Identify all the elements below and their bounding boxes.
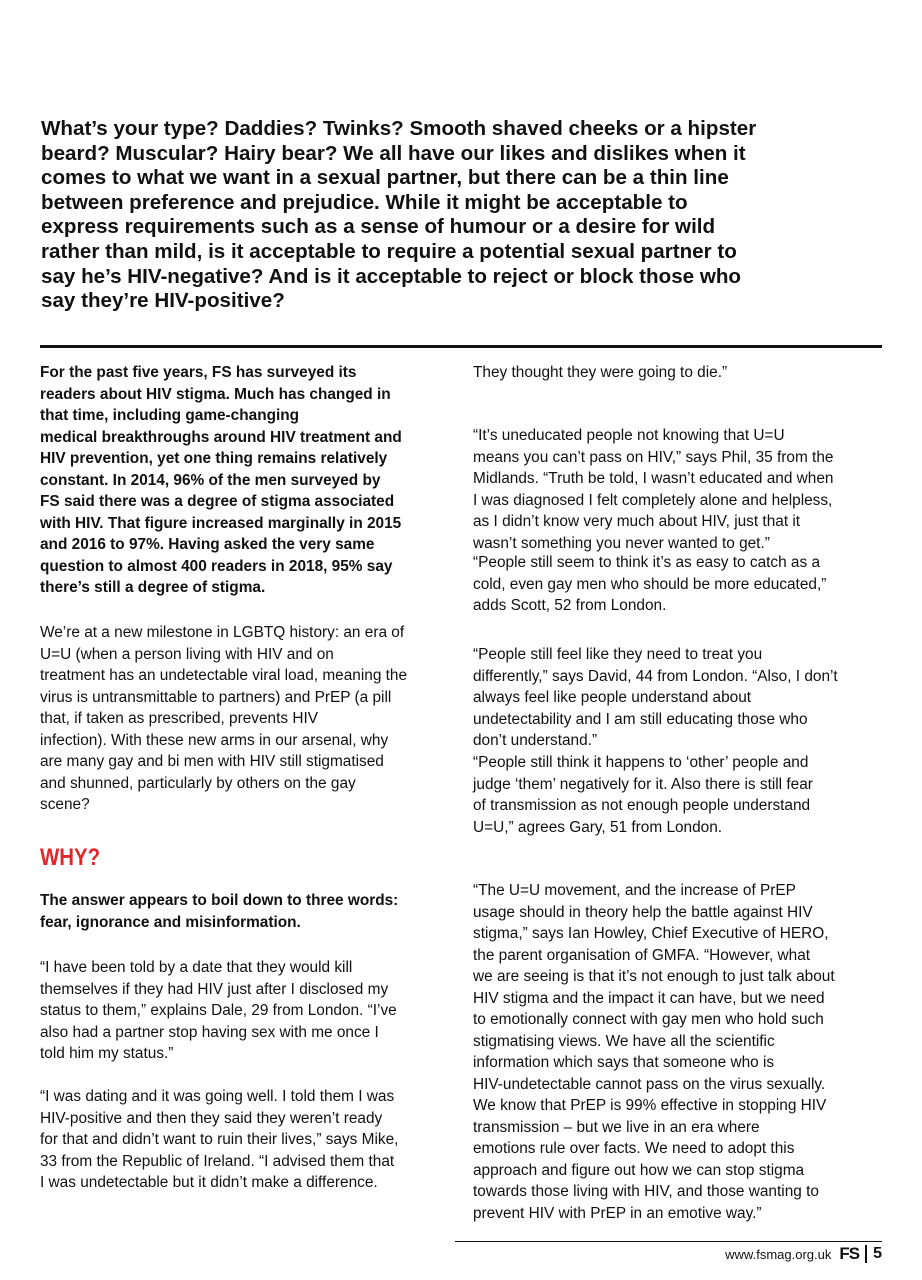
headline-line: beard? Muscular? Hairy bear? We all have our likes and dislikes when it bbox=[41, 141, 746, 165]
text-line: medical breakthroughs around HIV treatment and bbox=[40, 428, 402, 446]
text-line: stigmatising views. We have all the scientific bbox=[473, 1032, 775, 1050]
paragraph bbox=[473, 752, 813, 838]
paragraph bbox=[473, 552, 826, 617]
website-link[interactable]: www.fsmag.org.uk bbox=[725, 1246, 832, 1262]
text-line: undetectability and I am still educating those who bbox=[473, 710, 808, 728]
text-line: “I have been told by a date that they would kill bbox=[40, 959, 353, 976]
headline-line: say he’s HIV-negative? And is it acceptable to reject or block those who bbox=[41, 264, 741, 288]
text-line: transmission – but we live in an era where bbox=[473, 1118, 760, 1136]
paragraph bbox=[40, 362, 402, 599]
headline-line: say they’re HIV-positive? bbox=[41, 289, 285, 313]
fs-logo: FS bbox=[839, 1245, 867, 1263]
text-line: We know that PrEP is 99% effective in stopping HIV bbox=[473, 1097, 827, 1114]
text-line: infection). With these new arms in our arsenal, why bbox=[40, 731, 389, 749]
text-line: HIV-positive and then they said they weren’t ready bbox=[40, 1109, 383, 1127]
divider bbox=[40, 345, 882, 348]
text-line: “It’s uneducated people not knowing that U=U bbox=[473, 427, 785, 444]
text-line: readers about HIV stigma. Much has changed in bbox=[40, 385, 391, 403]
paragraph bbox=[473, 644, 838, 752]
text-line: treatment has an undetectable viral load, meaning the bbox=[40, 667, 408, 684]
text-line: status to them,” explains Dale, 29 from London. “I’ve bbox=[40, 1002, 397, 1019]
text-line: prevent HIV with PrEP in an emotive way.” bbox=[473, 1204, 762, 1222]
text-line: 33 from the Republic of Ireland. “I advised them that bbox=[40, 1152, 395, 1170]
text-line: also had a partner stop having sex with me once I bbox=[40, 1023, 379, 1041]
paragraph bbox=[40, 890, 398, 933]
text-line: fear, ignorance and misinformation. bbox=[40, 913, 301, 931]
text-line: emotions rule over facts. We need to adopt this bbox=[473, 1140, 795, 1157]
text-line: of transmission as not enough people understand bbox=[473, 797, 811, 814]
text-line: cold, even gay men who should be more educated,” bbox=[473, 575, 827, 593]
headline-line: express requirements such as a sense of humour or a desire for wild bbox=[41, 215, 716, 239]
text-line: themselves if they had HIV just after I disclosed my bbox=[40, 980, 389, 998]
paragraph bbox=[40, 1086, 398, 1194]
paragraph bbox=[40, 622, 407, 816]
text-line: don’t understand.” bbox=[473, 732, 598, 749]
text-line: “People still think it happens to ‘other’ people and bbox=[473, 754, 809, 771]
text-line: They thought they were going to die.” bbox=[473, 364, 728, 381]
footer bbox=[725, 1245, 882, 1263]
text-line: HIV stigma and the impact it can have, but we need bbox=[473, 989, 825, 1007]
text-line: U=U,” agrees Gary, 51 from London. bbox=[473, 818, 723, 836]
text-line: We’re at a new milestone in LGBTQ history: an era of bbox=[40, 624, 405, 641]
page-number: 5 bbox=[873, 1245, 882, 1262]
text-line: approach and figure out how we can stop stigma bbox=[473, 1161, 805, 1179]
text-line: and shunned, particularly by others on the gay bbox=[40, 774, 356, 792]
text-line: I was diagnosed I felt completely alone and helpless, bbox=[473, 491, 833, 509]
text-line: that, if taken as prescribed, prevents HIV bbox=[40, 710, 319, 727]
paragraph bbox=[473, 362, 727, 384]
text-line: stigma,” says Ian Howley, Chief Executive of HERO, bbox=[473, 925, 829, 942]
text-line: the parent organisation of GMFA. “However, what bbox=[473, 946, 811, 964]
paragraph bbox=[473, 425, 833, 554]
text-line: judge ‘them’ negatively for it. Also there is still fear bbox=[473, 775, 813, 793]
headline-line: rather than mild, is it acceptable to require a potential sexual partner to bbox=[41, 239, 737, 263]
text-line: scene? bbox=[40, 796, 90, 813]
text-line: Midlands. “Truth be told, I wasn’t educated and when bbox=[473, 470, 834, 487]
text-line: “People still seem to think it’s as easy to catch as a bbox=[473, 554, 821, 571]
text-line: always feel like people understand about bbox=[473, 689, 752, 706]
paragraph bbox=[473, 880, 835, 1224]
text-line: with HIV. That figure increased marginally in 2015 bbox=[40, 514, 402, 532]
text-line: towards those living with HIV, and those wanting to bbox=[473, 1183, 819, 1200]
headline-line: What’s your type? Daddies? Twinks? Smooth shaved cheeks or a hipster bbox=[41, 117, 757, 140]
text-line: constant. In 2014, 96% of the men surveyed by bbox=[40, 471, 381, 489]
text-line: HIV-undetectable cannot pass on the virus sexually. bbox=[473, 1075, 826, 1093]
text-line: virus is untransmittable to partners) and PrEP (a pill bbox=[40, 688, 392, 706]
text-line: adds Scott, 52 from London. bbox=[473, 597, 667, 614]
text-line: “I was dating and it was going well. I told them I was bbox=[40, 1088, 395, 1105]
text-line: as I didn’t know very much about HIV, just that it bbox=[473, 513, 801, 530]
text-line: we are seeing is that it’s not enough to just talk about bbox=[473, 968, 835, 985]
text-line: told him my status.” bbox=[40, 1045, 174, 1062]
text-line: for that and didn’t want to ruin their lives,” says Mike, bbox=[40, 1131, 399, 1148]
standfirst bbox=[41, 117, 756, 314]
text-line: differently,” says David, 44 from London. “Also, I don’t bbox=[473, 667, 838, 685]
text-line: “The U=U movement, and the increase of PrEP bbox=[473, 882, 796, 899]
text-line: wasn’t something you never wanted to get.” bbox=[473, 534, 770, 552]
text-line: there’s still a degree of stigma. bbox=[40, 579, 266, 596]
text-line: that time, including game-changing bbox=[40, 407, 300, 424]
text-line: HIV prevention, yet one thing remains relatively bbox=[40, 450, 388, 467]
text-line: question to almost 400 readers in 2018, 95% say bbox=[40, 557, 393, 575]
text-line: usage should in theory help the battle against HIV bbox=[473, 903, 813, 921]
footer-divider bbox=[455, 1241, 882, 1242]
subheading: WHY? bbox=[40, 844, 101, 871]
text-line: information which says that someone who is bbox=[473, 1054, 775, 1071]
text-line: I was undetectable but it didn’t make a difference. bbox=[40, 1174, 378, 1191]
text-line: FS said there was a degree of stigma associated bbox=[40, 493, 395, 510]
text-line: means you can’t pass on HIV,” says Phil, 35 from the bbox=[473, 448, 834, 466]
text-line: The answer appears to boil down to three words: bbox=[40, 892, 399, 909]
headline-line: between preference and prejudice. While it might be acceptable to bbox=[41, 190, 688, 214]
text-line: are many gay and bi men with HIV still stigmatised bbox=[40, 753, 384, 770]
text-line: For the past five years, FS has surveyed its bbox=[40, 364, 357, 381]
text-line: and 2016 to 97%. Having asked the very same bbox=[40, 536, 375, 553]
text-line: U=U (when a person living with HIV and on bbox=[40, 645, 334, 663]
text-line: “People still feel like they need to treat you bbox=[473, 646, 763, 663]
paragraph bbox=[40, 957, 397, 1065]
text-line: to emotionally connect with gay men who hold such bbox=[473, 1011, 824, 1028]
headline-line: comes to what we want in a sexual partner, but there can be a thin line bbox=[41, 166, 729, 190]
